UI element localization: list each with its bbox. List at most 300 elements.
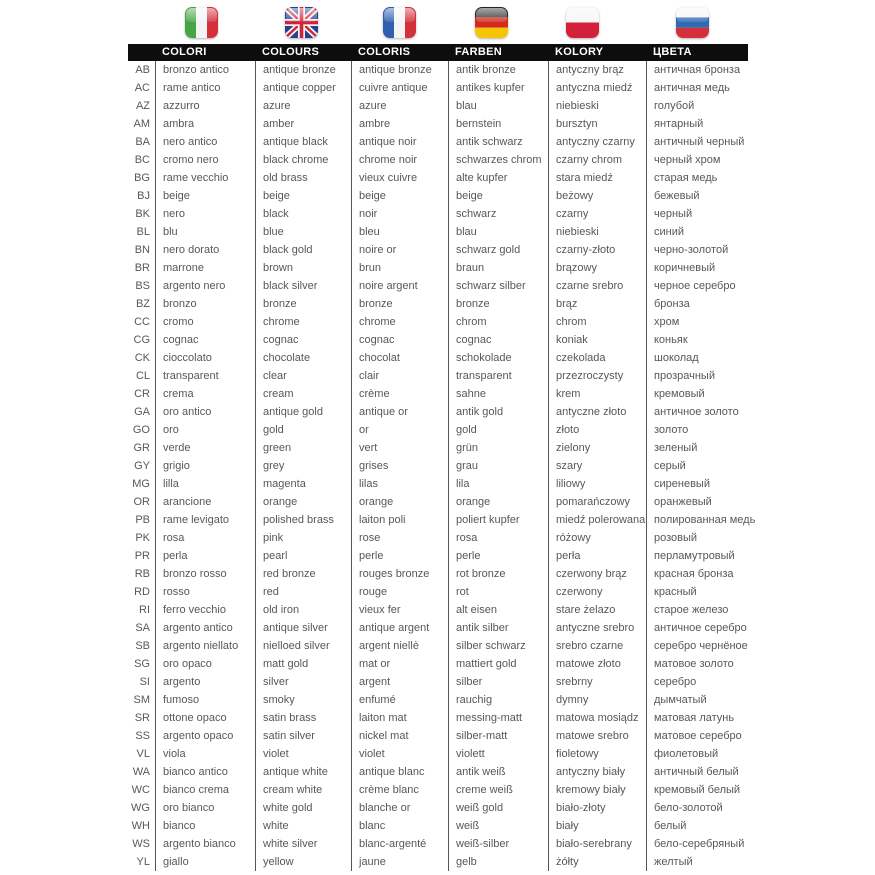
kolory-cell: czerwony [548, 583, 646, 601]
flags-row [128, 0, 748, 44]
table-row [128, 637, 748, 655]
colours-cell: orange [255, 493, 351, 511]
cveta-cell: хром [646, 313, 748, 331]
italy-flag-icon [185, 7, 218, 38]
translation-table [128, 0, 756, 871]
colours-cell: cream white [255, 781, 351, 799]
table-row [128, 817, 748, 835]
table-row [128, 835, 748, 853]
colours-cell: cream [255, 385, 351, 403]
farben-cell: bronze [448, 295, 548, 313]
table-row [128, 763, 748, 781]
table-row [128, 385, 748, 403]
colours-cell: amber [255, 115, 351, 133]
table-row [128, 331, 748, 349]
code-cell: RI [139, 604, 150, 616]
colori-cell: fumoso [155, 691, 255, 709]
table-row [128, 727, 748, 745]
table-row [128, 601, 748, 619]
farben-cell: schwarz gold [448, 241, 548, 259]
table-row [128, 493, 748, 511]
farben-cell: rauchig [448, 691, 548, 709]
table-row [128, 151, 748, 169]
colours-cell: yellow [255, 853, 351, 871]
kolory-cell: liliowy [548, 475, 646, 493]
colori-cell: argento [155, 673, 255, 691]
kolory-cell: antyczna miedź [548, 79, 646, 97]
code-cell: CK [134, 352, 150, 364]
russia-flag-icon [676, 7, 709, 38]
kolory-cell: biały [548, 817, 646, 835]
farben-cell: antikes kupfer [448, 79, 548, 97]
farben-cell: sahne [448, 385, 548, 403]
cveta-cell: бронза [646, 295, 748, 313]
colori-cell: argento nero [155, 277, 255, 295]
cveta-cell: античная бронза [646, 61, 748, 79]
farben-cell: gold [448, 421, 548, 439]
farben-cell: orange [448, 493, 548, 511]
coloris-cell: antique or [351, 403, 448, 421]
coloris-cell: rouge [351, 583, 448, 601]
colours-cell: clear [255, 367, 351, 385]
kolory-cell: zielony [548, 439, 646, 457]
code-cell: BL [136, 226, 150, 238]
farben-cell: blau [448, 223, 548, 241]
farben-cell: lila [448, 475, 548, 493]
france-flag-icon [383, 7, 416, 38]
table-header-bar [128, 44, 748, 61]
colours-cell: magenta [255, 475, 351, 493]
code-cell: WA [132, 766, 150, 778]
colours-cell: antique silver [255, 619, 351, 637]
colours-cell: black [255, 205, 351, 223]
code-cell: GR [133, 442, 150, 454]
table-row [128, 619, 748, 637]
table-row [128, 853, 748, 871]
cveta-cell: кремовый [646, 385, 748, 403]
coloris-cell: cognac [351, 331, 448, 349]
coloris-cell: vieux fer [351, 601, 448, 619]
code-cell: SG [134, 658, 150, 670]
kolory-cell: biało-złoty [548, 799, 646, 817]
table-row [128, 547, 748, 565]
coloris-cell: antique bronze [351, 61, 448, 79]
table-row [128, 439, 748, 457]
code-cell: SI [139, 676, 150, 688]
colours-cell: chrome [255, 313, 351, 331]
code-cell: PB [135, 514, 150, 526]
colours-cell: chocolate [255, 349, 351, 367]
column-header-code [128, 44, 155, 61]
cveta-cell: голубой [646, 97, 748, 115]
farben-cell: violett [448, 745, 548, 763]
coloris-cell: bronze [351, 295, 448, 313]
cveta-cell: античный белый [646, 763, 748, 781]
kolory-cell: chrom [548, 313, 646, 331]
cveta-cell: античное серебро [646, 619, 748, 637]
table-row [128, 421, 748, 439]
code-cell: CG [133, 334, 150, 346]
coloris-cell: crème blanc [351, 781, 448, 799]
coloris-cell: crème [351, 385, 448, 403]
kolory-cell: fioletowy [548, 745, 646, 763]
colours-cell: antique gold [255, 403, 351, 421]
colori-cell: bronzo [155, 295, 255, 313]
coloris-cell: orange [351, 493, 448, 511]
kolory-cell: czekolada [548, 349, 646, 367]
farben-cell: alte kupfer [448, 169, 548, 187]
code-cell: WH [131, 820, 150, 832]
colori-cell: nero dorato [155, 241, 255, 259]
kolory-cell: matowe srebro [548, 727, 646, 745]
coloris-cell: argent niellè [351, 637, 448, 655]
code-cell: OR [133, 496, 150, 508]
colori-cell: oro antico [155, 403, 255, 421]
kolory-cell: antyczny brąz [548, 61, 646, 79]
farben-cell: schokolade [448, 349, 548, 367]
cveta-cell: янтарный [646, 115, 748, 133]
farben-cell: antik silber [448, 619, 548, 637]
table-row [128, 133, 748, 151]
kolory-cell: złoto [548, 421, 646, 439]
farben-cell: cognac [448, 331, 548, 349]
farben-cell: transparent [448, 367, 548, 385]
coloris-cell: chocolat [351, 349, 448, 367]
kolory-cell: krem [548, 385, 646, 403]
code-cell: BN [134, 244, 150, 256]
farben-cell: antik schwarz [448, 133, 548, 151]
table-row [128, 565, 748, 583]
farben-cell: weiß gold [448, 799, 548, 817]
colori-cell: ottone opaco [155, 709, 255, 727]
kolory-cell: czerwony brąz [548, 565, 646, 583]
colours-cell: pink [255, 529, 351, 547]
code-cell: SR [134, 712, 150, 724]
colours-cell: white [255, 817, 351, 835]
farben-cell: antik gold [448, 403, 548, 421]
coloris-cell: rouges bronze [351, 565, 448, 583]
table-row [128, 205, 748, 223]
cveta-cell: серебро чернёное [646, 637, 748, 655]
coloris-cell: azure [351, 97, 448, 115]
farben-cell: alt eisen [448, 601, 548, 619]
code-cell: AZ [135, 100, 150, 112]
kolory-cell: matowa mosiądz [548, 709, 646, 727]
code-cell: BG [134, 172, 150, 184]
coloris-cell: noire argent [351, 277, 448, 295]
table-row [128, 187, 748, 205]
colours-cell: white gold [255, 799, 351, 817]
colori-cell: lilla [155, 475, 255, 493]
coloris-cell: beige [351, 187, 448, 205]
farben-cell: rot [448, 583, 548, 601]
farben-cell: perle [448, 547, 548, 565]
coloris-cell: cuivre antique [351, 79, 448, 97]
coloris-cell: blanche or [351, 799, 448, 817]
table-row [128, 259, 748, 277]
coloris-cell: ambre [351, 115, 448, 133]
colori-cell: crema [155, 385, 255, 403]
table-row [128, 349, 748, 367]
colori-cell: beige [155, 187, 255, 205]
table-row [128, 457, 748, 475]
colours-cell: antique white [255, 763, 351, 781]
code-cell: SM [133, 694, 150, 706]
cveta-cell: матовое золото [646, 655, 748, 673]
farben-cell: creme weiß [448, 781, 548, 799]
kolory-cell: srebro czarne [548, 637, 646, 655]
table-row [128, 709, 748, 727]
farben-cell: schwarz silber [448, 277, 548, 295]
colours-cell: old iron [255, 601, 351, 619]
cveta-cell: бежевый [646, 187, 748, 205]
colori-cell: bianco antico [155, 763, 255, 781]
code-cell: AC [134, 82, 150, 94]
code-cell: BK [135, 208, 150, 220]
table-row [128, 169, 748, 187]
cveta-cell: красный [646, 583, 748, 601]
code-cell: YL [136, 856, 150, 868]
colori-cell: cromo [155, 313, 255, 331]
cveta-cell: серебро [646, 673, 748, 691]
colori-cell: nero [155, 205, 255, 223]
farben-cell: silber-matt [448, 727, 548, 745]
table-row [128, 313, 748, 331]
cveta-cell: шоколад [646, 349, 748, 367]
kolory-cell: antyczny czarny [548, 133, 646, 151]
table-row [128, 583, 748, 601]
column-header-kolory: KOLORY [555, 46, 604, 58]
colori-cell: azzurro [155, 97, 255, 115]
table-row [128, 511, 756, 529]
farben-cell: weiß-silber [448, 835, 548, 853]
coloris-cell: blanc [351, 817, 448, 835]
kolory-cell: pomarańczowy [548, 493, 646, 511]
cveta-cell: прозрачный [646, 367, 748, 385]
coloris-cell: bleu [351, 223, 448, 241]
coloris-cell: antique argent [351, 619, 448, 637]
table-row [128, 367, 748, 385]
kolory-cell: niebieski [548, 97, 646, 115]
column-header-colours: COLOURS [262, 46, 320, 58]
cveta-cell: матовое серебро [646, 727, 748, 745]
colours-cell: black gold [255, 241, 351, 259]
kolory-cell: dymny [548, 691, 646, 709]
colours-cell: silver [255, 673, 351, 691]
table-row [128, 97, 748, 115]
kolory-cell: żółty [548, 853, 646, 871]
colours-cell: brown [255, 259, 351, 277]
kolory-cell: stare żelazo [548, 601, 646, 619]
colours-cell: cognac [255, 331, 351, 349]
coloris-cell: lilas [351, 475, 448, 493]
cveta-cell: бело-золотой [646, 799, 748, 817]
table-row [128, 673, 748, 691]
table-row [128, 655, 748, 673]
table-row [128, 277, 748, 295]
farben-cell: blau [448, 97, 548, 115]
colori-cell: argento niellato [155, 637, 255, 655]
colours-cell: satin brass [255, 709, 351, 727]
cveta-cell: черное серебро [646, 277, 748, 295]
code-cell: GO [132, 424, 150, 436]
cveta-cell: розовый [646, 529, 748, 547]
coloris-cell: antique noir [351, 133, 448, 151]
colours-cell: gold [255, 421, 351, 439]
table-row [128, 799, 748, 817]
colori-cell: oro [155, 421, 255, 439]
farben-cell: bernstein [448, 115, 548, 133]
farben-cell: grün [448, 439, 548, 457]
colori-cell: transparent [155, 367, 255, 385]
cveta-cell: серый [646, 457, 748, 475]
cveta-cell: зеленый [646, 439, 748, 457]
kolory-cell: bursztyn [548, 115, 646, 133]
colours-cell: smoky [255, 691, 351, 709]
colori-cell: rame levigato [155, 511, 255, 529]
colours-cell: beige [255, 187, 351, 205]
code-cell: RB [134, 568, 150, 580]
colours-cell: antique bronze [255, 61, 351, 79]
farben-cell: chrom [448, 313, 548, 331]
colori-cell: blu [155, 223, 255, 241]
cveta-cell: полированная медь [646, 511, 748, 529]
code-cell: WS [132, 838, 150, 850]
colori-cell: perla [155, 547, 255, 565]
colours-cell: white silver [255, 835, 351, 853]
coloris-cell: brun [351, 259, 448, 277]
coloris-cell: laiton poli [351, 511, 448, 529]
colori-cell: cioccolato [155, 349, 255, 367]
cveta-cell: коньяк [646, 331, 748, 349]
coloris-cell: laiton mat [351, 709, 448, 727]
kolory-cell: czarne srebro [548, 277, 646, 295]
colours-cell: azure [255, 97, 351, 115]
coloris-cell: rose [351, 529, 448, 547]
kolory-cell: czarny [548, 205, 646, 223]
table-body [128, 61, 756, 871]
colori-cell: rosa [155, 529, 255, 547]
colours-cell: black chrome [255, 151, 351, 169]
colours-cell: matt gold [255, 655, 351, 673]
code-cell: BS [135, 280, 150, 292]
code-cell: BA [135, 136, 150, 148]
colours-cell: satin silver [255, 727, 351, 745]
colori-cell: ambra [155, 115, 255, 133]
colours-cell: violet [255, 745, 351, 763]
colori-cell: ferro vecchio [155, 601, 255, 619]
table-row [128, 61, 748, 79]
coloris-cell: enfumé [351, 691, 448, 709]
colori-cell: oro opaco [155, 655, 255, 673]
farben-cell: antik bronze [448, 61, 548, 79]
cveta-cell: оранжевый [646, 493, 748, 511]
kolory-cell: brązowy [548, 259, 646, 277]
cveta-cell: перламутровый [646, 547, 748, 565]
coloris-cell: mat or [351, 655, 448, 673]
colori-cell: cognac [155, 331, 255, 349]
kolory-cell: matowe złoto [548, 655, 646, 673]
table-row [128, 691, 748, 709]
kolory-cell: antyczne srebro [548, 619, 646, 637]
table-row [128, 745, 748, 763]
coloris-cell: chrome [351, 313, 448, 331]
kolory-cell: przezroczysty [548, 367, 646, 385]
coloris-cell: noire or [351, 241, 448, 259]
cveta-cell: фиолетовый [646, 745, 748, 763]
colours-cell: bronze [255, 295, 351, 313]
table-row [128, 781, 748, 799]
kolory-cell: beżowy [548, 187, 646, 205]
cveta-cell: кремовый белый [646, 781, 748, 799]
colori-cell: bianco [155, 817, 255, 835]
table-row [128, 475, 748, 493]
cveta-cell: белый [646, 817, 748, 835]
kolory-cell: antyczny biały [548, 763, 646, 781]
colours-cell: old brass [255, 169, 351, 187]
code-cell: PK [135, 532, 150, 544]
cveta-cell: дымчатый [646, 691, 748, 709]
farben-cell: messing-matt [448, 709, 548, 727]
coloris-cell: chrome noir [351, 151, 448, 169]
table-row [128, 79, 748, 97]
farben-cell: schwarz [448, 205, 548, 223]
colori-cell: giallo [155, 853, 255, 871]
colori-cell: arancione [155, 493, 255, 511]
colours-cell: pearl [255, 547, 351, 565]
colours-cell: black silver [255, 277, 351, 295]
table-row [128, 529, 748, 547]
farben-cell: beige [448, 187, 548, 205]
farben-cell: poliert kupfer [448, 511, 548, 529]
code-cell: CC [134, 316, 150, 328]
colori-cell: rame antico [155, 79, 255, 97]
colori-cell: grigio [155, 457, 255, 475]
farben-cell: silber schwarz [448, 637, 548, 655]
colori-cell: argento bianco [155, 835, 255, 853]
cveta-cell: сиреневый [646, 475, 748, 493]
kolory-cell: miedź polerowana [548, 511, 646, 529]
colori-cell: rosso [155, 583, 255, 601]
farben-cell: mattiert gold [448, 655, 548, 673]
code-cell: CR [134, 388, 150, 400]
kolory-cell: stara miedź [548, 169, 646, 187]
coloris-cell: violet [351, 745, 448, 763]
kolory-cell: czarny chrom [548, 151, 646, 169]
column-header-cveta: ЦВЕТА [653, 46, 692, 58]
table-row [128, 223, 748, 241]
colori-cell: oro bianco [155, 799, 255, 817]
cveta-cell: античная медь [646, 79, 748, 97]
germany-flag-icon [475, 7, 508, 38]
colori-cell: bronzo antico [155, 61, 255, 79]
colours-cell: red [255, 583, 351, 601]
kolory-cell: perła [548, 547, 646, 565]
code-cell: MG [132, 478, 150, 490]
cveta-cell: античный черный [646, 133, 748, 151]
colori-cell: bianco crema [155, 781, 255, 799]
colori-cell: bronzo rosso [155, 565, 255, 583]
farben-cell: gelb [448, 853, 548, 871]
farben-cell: weiß [448, 817, 548, 835]
colori-cell: verde [155, 439, 255, 457]
code-cell: CL [135, 370, 150, 382]
cveta-cell: коричневый [646, 259, 748, 277]
code-cell: RD [134, 586, 150, 598]
kolory-cell: biało-serebrany [548, 835, 646, 853]
code-cell: PR [134, 550, 150, 562]
code-cell: BZ [135, 298, 150, 310]
